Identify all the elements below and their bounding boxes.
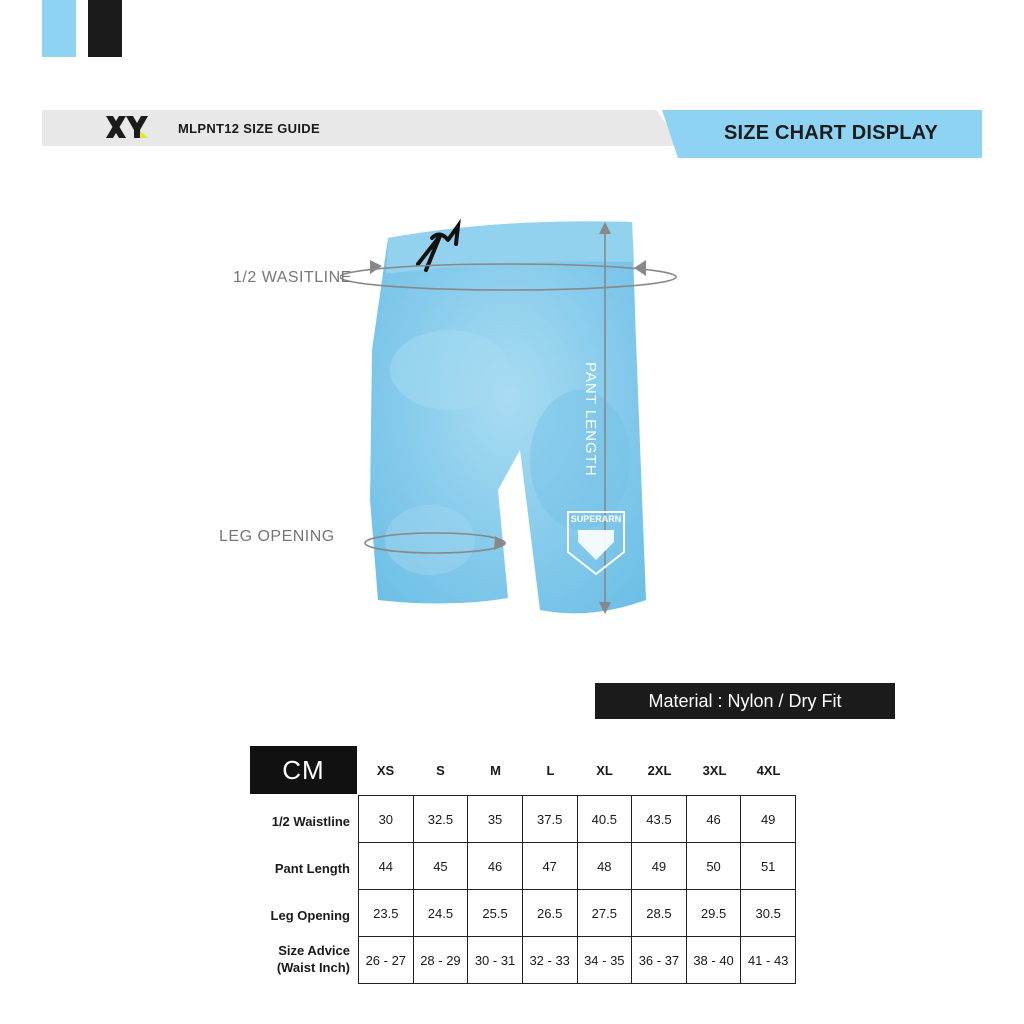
table-cell: 23.5: [359, 890, 414, 937]
table-cell: 38 - 40: [686, 937, 741, 984]
table-cell: 27.5: [577, 890, 632, 937]
table-cell: 49: [632, 843, 687, 890]
size-table: [358, 795, 796, 984]
table-cell: 44: [359, 843, 414, 890]
table-cell: 35: [468, 796, 523, 843]
table-cell: 34 - 35: [577, 937, 632, 984]
table-cell: 26 - 27: [359, 937, 414, 984]
brand-logo-icon: [104, 114, 148, 142]
size-header-m: M: [490, 763, 501, 778]
top-black-block: [88, 0, 122, 57]
table-cell: 30: [359, 796, 414, 843]
row-label-size-advice-line1: Size Advice: [278, 943, 350, 958]
table-cell: 36 - 37: [632, 937, 687, 984]
row-label-size-advice-line2: (Waist Inch): [276, 960, 350, 975]
size-chart-banner: SIZE CHART DISPLAY: [724, 122, 939, 144]
size-header-3xl: 3XL: [702, 763, 727, 778]
row-label-pant-length: Pant Length: [274, 861, 350, 876]
table-cell: 48: [577, 843, 632, 890]
table-cell: 30.5: [741, 890, 796, 937]
table-row: [359, 937, 796, 984]
table-cell: 26.5: [522, 890, 577, 937]
table-cell: 51: [741, 843, 796, 890]
size-header-s: S: [436, 763, 445, 778]
leg-opening-label: LEG OPENING: [219, 528, 335, 545]
size-header-4xl: 4XL: [756, 763, 781, 778]
table-cell: 37.5: [522, 796, 577, 843]
row-label-size-advice: [250, 942, 350, 976]
table-cell: 29.5: [686, 890, 741, 937]
table-row: [359, 843, 796, 890]
material-info: Material : Nylon / Dry Fit: [595, 683, 895, 719]
table-row: [359, 890, 796, 937]
table-cell: 25.5: [468, 890, 523, 937]
row-label-waistline: 1/2 Waistline: [271, 814, 350, 829]
size-header-xs: XS: [376, 763, 395, 778]
pant-length-label: PANT LENGTH: [582, 362, 599, 477]
table-cell: 49: [741, 796, 796, 843]
top-blue-block: [42, 0, 76, 57]
table-row: [359, 796, 796, 843]
unit-label: CM: [250, 746, 357, 794]
size-header-2xl: 2XL: [647, 763, 672, 778]
size-guide-title: MLPNT12 SIZE GUIDE: [178, 121, 320, 136]
brand-mark-text: SUPERARN: [570, 514, 622, 524]
table-cell: 45: [413, 843, 468, 890]
size-header-l: L: [546, 763, 555, 778]
table-cell: 28 - 29: [413, 937, 468, 984]
table-cell: 32.5: [413, 796, 468, 843]
shorts-illustration: [340, 200, 700, 640]
row-label-leg-opening: Leg Opening: [270, 908, 350, 923]
table-cell: 46: [468, 843, 523, 890]
table-cell: 41 - 43: [741, 937, 796, 984]
table-cell: 28.5: [632, 890, 687, 937]
waistline-label: 1/2 WASITLINE: [233, 269, 352, 286]
table-cell: 30 - 31: [468, 937, 523, 984]
table-cell: 46: [686, 796, 741, 843]
table-cell: 50: [686, 843, 741, 890]
table-cell: 40.5: [577, 796, 632, 843]
table-cell: 43.5: [632, 796, 687, 843]
table-cell: 32 - 33: [522, 937, 577, 984]
table-cell: 24.5: [413, 890, 468, 937]
table-cell: 47: [522, 843, 577, 890]
size-header-xl: XL: [596, 763, 613, 778]
